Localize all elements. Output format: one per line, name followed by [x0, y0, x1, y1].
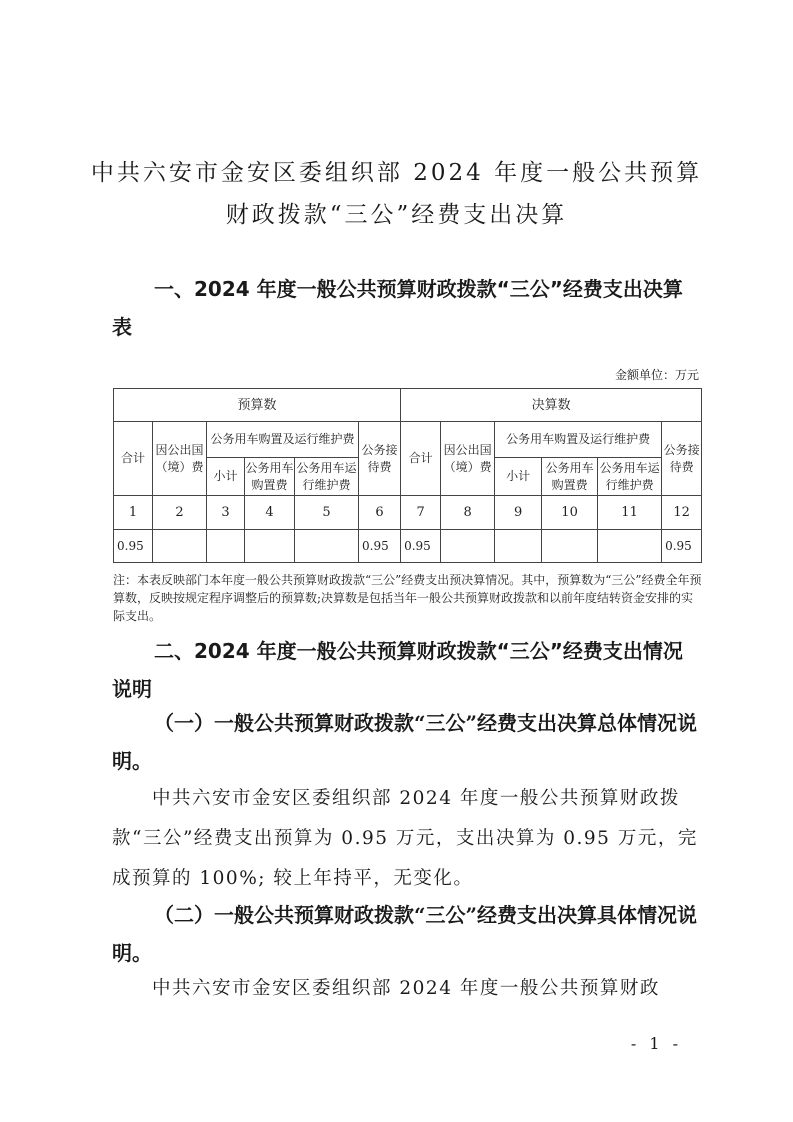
- subsection-2-heading-text: （二）一般公共预算财政拨款“三公”经费支出决算具体情况说明。: [112, 903, 698, 965]
- value-cell: [441, 530, 495, 563]
- header-budget-abroad: 因公出国（境）费: [153, 422, 207, 496]
- header-budget-vehicle-group: 公务用车购置及运行维护费: [207, 422, 359, 458]
- table-column-number-row: [114, 496, 702, 530]
- value-cell: 0.95: [662, 530, 702, 563]
- header-budget-total: 合计: [114, 422, 153, 496]
- paragraph-detail-text: 中共六安市金安区委组织部 2024 年度一般公共预算财政: [152, 978, 660, 999]
- value-cell: [542, 530, 598, 563]
- column-number: 4: [245, 496, 295, 530]
- paragraph-overall-text: 中共六安市金安区委组织部 2024 年度一般公共预算财政拨款“三公”经费支出预算为 0.95 万元，支出决算为 0.95 万元，完成预算的 100%; 较上年持平，无变化。: [112, 788, 698, 889]
- three-public-expenses-table: [113, 388, 702, 563]
- value-cell: 0.95: [401, 530, 441, 563]
- section-1-heading-text: 一、2024 年度一般公共预算财政拨款“三公”经费支出决算表: [112, 277, 683, 339]
- column-number: 11: [598, 496, 662, 530]
- subsection-1-heading: [112, 704, 702, 780]
- column-number: 8: [441, 496, 495, 530]
- table-row: [114, 530, 702, 563]
- value-cell: [245, 530, 295, 563]
- subsection-2-heading: [112, 896, 702, 972]
- value-cell: [207, 530, 245, 563]
- column-number: 12: [662, 496, 702, 530]
- column-number: 10: [542, 496, 598, 530]
- column-number: 3: [207, 496, 245, 530]
- header-budget-vehicle-purchase: 公务用车购置费: [245, 458, 295, 496]
- value-cell: 0.95: [114, 530, 153, 563]
- table-note: 注：本表反映部门本年度一般公共预算财政拨款“三公”经费支出预决算情况。其中，预算数为“三公”经费全年预算数，反映按规定程序调整后的预算数;决算数是包括当年一般公共预算财政拨款和以前年度结转资金安排的实际支出。: [113, 573, 702, 623]
- unit-label: 金额单位：万元: [614, 368, 699, 382]
- page-number: - 1 -: [630, 1034, 682, 1053]
- column-number: 5: [295, 496, 359, 530]
- header-final-total: 合计: [401, 422, 441, 496]
- value-cell: [153, 530, 207, 563]
- column-number: 1: [114, 496, 153, 530]
- paragraph-detail: [112, 969, 702, 1009]
- document-title-line-1: 中共六安市金安区委组织部 2024 年度一般公共预算: [90, 160, 703, 186]
- section-2-heading-text: 二、2024 年度一般公共预算财政拨款“三公”经费支出情况说明: [112, 639, 683, 701]
- header-budget-vehicle-maint: 公务用车运行维护费: [295, 458, 359, 496]
- header-final-vehicle-purchase: 公务用车购置费: [542, 458, 598, 496]
- value-cell: [295, 530, 359, 563]
- header-final-vehicle-group: 公务用车购置及运行维护费: [495, 422, 662, 458]
- column-number: 2: [153, 496, 207, 530]
- header-budget-subtotal: 小计: [207, 458, 245, 496]
- header-final-vehicle-maint: 公务用车运行维护费: [598, 458, 662, 496]
- table-header-row-1: [114, 422, 702, 458]
- document-title: [0, 152, 793, 236]
- section-2-heading: [112, 632, 702, 708]
- value-cell: [598, 530, 662, 563]
- value-cell: 0.95: [359, 530, 401, 563]
- column-number: 6: [359, 496, 401, 530]
- subsection-1-heading-text: （一）一般公共预算财政拨款“三公”经费支出决算总体情况说明。: [112, 711, 698, 773]
- document-title-line-2: 财政拨款“三公”经费支出决算: [225, 202, 568, 228]
- column-number: 7: [401, 496, 441, 530]
- header-final-abroad: 因公出国（境）费: [441, 422, 495, 496]
- value-cell: [495, 530, 542, 563]
- section-1-heading: [112, 270, 702, 346]
- column-number: 9: [495, 496, 542, 530]
- table-group-header-row: [114, 389, 702, 422]
- header-final-subtotal: 小计: [495, 458, 542, 496]
- header-final: 决算数: [401, 389, 702, 422]
- header-budget: 预算数: [114, 389, 401, 422]
- header-final-reception: 公务接待费: [662, 422, 702, 496]
- header-budget-reception: 公务接待费: [359, 422, 401, 496]
- paragraph-overall: [112, 779, 702, 899]
